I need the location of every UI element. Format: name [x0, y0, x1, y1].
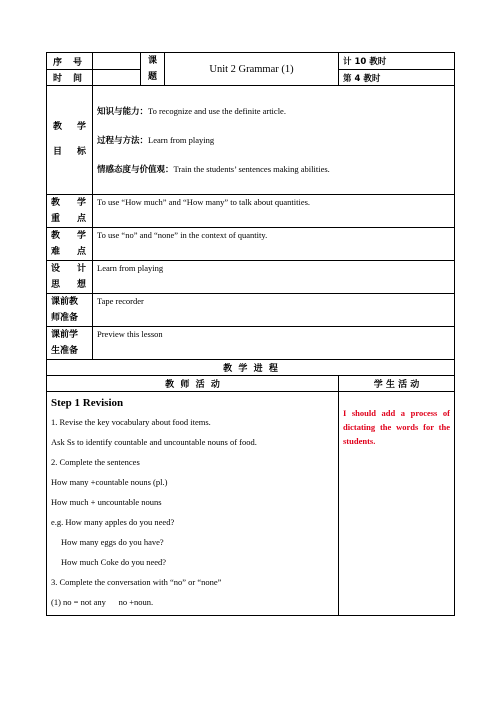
key-points-value: To use “How much” and “How many” to talk about quantities.: [93, 195, 455, 228]
step-title: Step 1 Revision: [51, 397, 124, 409]
student-prep-value: Preview this lesson: [93, 327, 455, 360]
topic-label: [141, 53, 165, 86]
activity-line: How much + uncountable nouns: [51, 497, 162, 507]
student-prep-label: 课前学 生准备: [47, 327, 93, 360]
activity-line: 2. Complete the sentences: [51, 457, 140, 467]
teacher-activity-content: [47, 392, 339, 616]
activity-line: (1) no = not any no +noun.: [51, 597, 154, 607]
design-idea-value: Learn from playing: [93, 261, 455, 294]
objectives-content: [93, 86, 455, 195]
seq-value: [93, 53, 141, 70]
lesson-plan-table: [46, 52, 455, 616]
time-value: [93, 70, 141, 86]
student-note: I should add a process of dictating the words for the students.: [343, 408, 450, 446]
process-heading: 教 学 进 程: [47, 360, 455, 376]
activity-line: How many +countable nouns (pl.): [51, 477, 168, 487]
total-hours: 计 10 教时: [339, 53, 455, 70]
topic-label-b: 题: [147, 72, 157, 82]
topic-label-a: 课: [147, 56, 157, 66]
difficult-points-value: To use “no” and “none” in the context of quantity.: [93, 228, 455, 261]
time-label: 时 间: [47, 70, 93, 86]
activity-line: 3. Complete the conversation with “no” or “none”: [51, 577, 222, 587]
key-points-label: 教 学 重 点: [47, 195, 93, 228]
activity-line: 1. Revise the key vocabulary about food items.: [51, 417, 211, 427]
difficult-points-label: 教 学 难 点: [47, 228, 93, 261]
student-activity-heading: 学 生 活 动: [339, 376, 455, 392]
seq-label: 序 号: [47, 53, 93, 70]
activity-line: e.g. How many apples do you need?: [51, 517, 175, 527]
teacher-activity-heading: 教 师 活 动: [47, 376, 339, 392]
objective-attitude: 情感态度与价值观：Train the students’ sentences making abilities.: [97, 163, 330, 175]
design-idea-label: 设 计 思 想: [47, 261, 93, 294]
activity-line: How much Coke do you need?: [61, 557, 167, 567]
activity-line: Ask Ss to identify countable and uncountable nouns of food.: [51, 437, 257, 447]
current-hour: 第 4 教时: [339, 70, 455, 86]
teacher-prep-value: Tape recorder: [93, 294, 455, 327]
activity-line: How many eggs do you have?: [61, 537, 164, 547]
lesson-title: Unit 2 Grammar (1): [165, 53, 339, 86]
objective-process: 过程与方法：Learn from playing: [97, 134, 215, 146]
objective-knowledge: 知识与能力：To recognize and use the definite article.: [97, 105, 286, 117]
student-activity-content: [339, 392, 455, 616]
objectives-label: 教 学 目 标: [47, 86, 93, 195]
teacher-prep-label: 课前教 师准备: [47, 294, 93, 327]
